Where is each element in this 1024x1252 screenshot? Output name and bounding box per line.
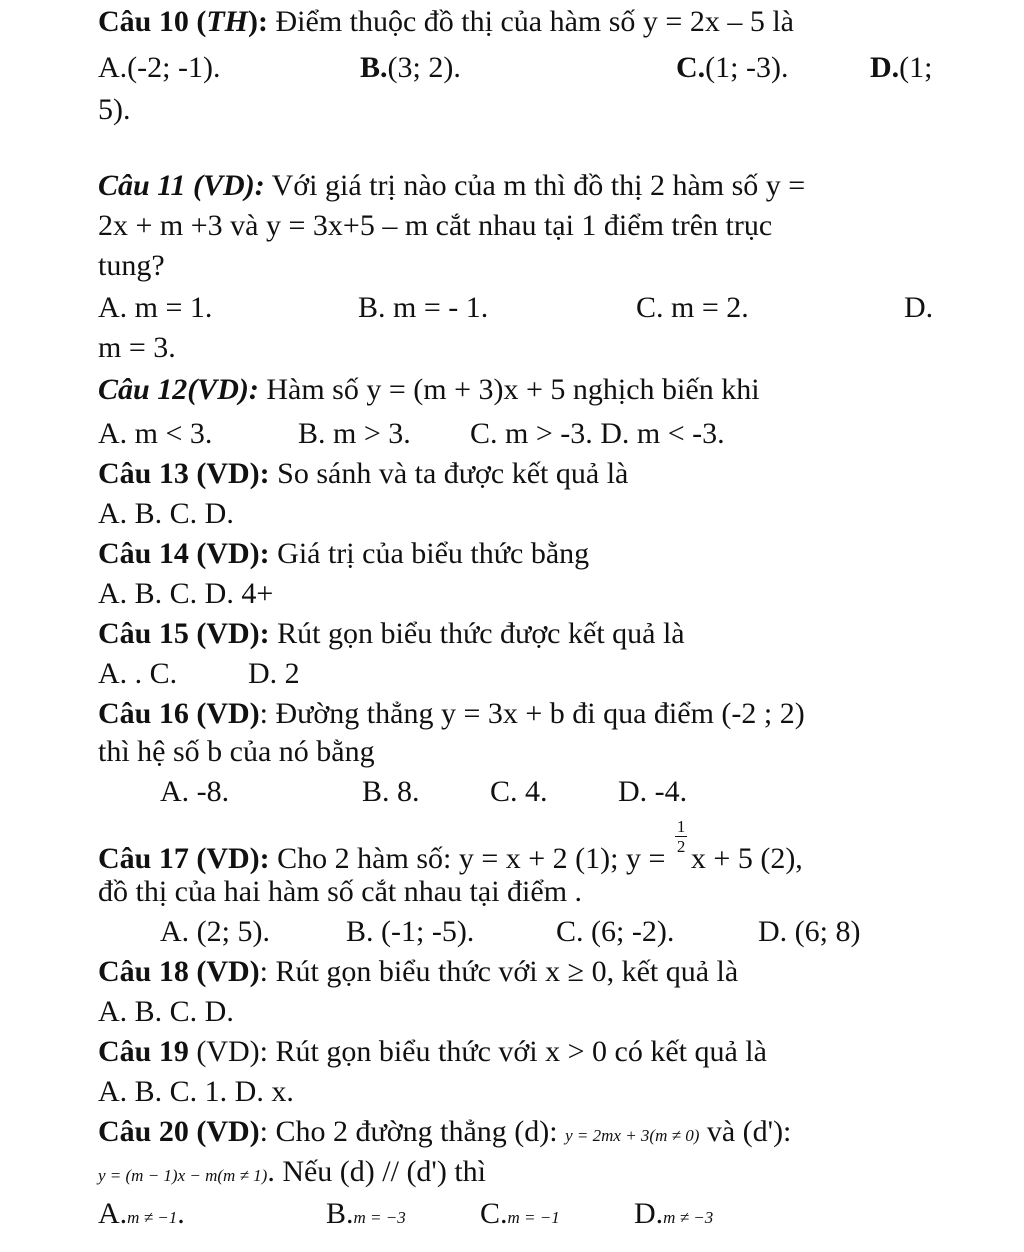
q17-label: Câu 17 (VD): <box>98 842 270 875</box>
q16-stem-line2: thì hệ số b của nó bằng <box>98 735 375 768</box>
q10-label-tail: ): <box>248 5 268 38</box>
q17-text-post: x + 5 (2), <box>690 842 803 875</box>
q10-c-key: C. <box>676 51 706 84</box>
q15-stem <box>98 616 685 652</box>
q17-frac-den: 2 <box>676 837 686 856</box>
q20-option-d <box>634 1196 713 1236</box>
q20-option-a <box>98 1196 185 1236</box>
q14-label: Câu 14 (VD): <box>98 537 270 570</box>
q20-option-c <box>480 1196 560 1236</box>
q10-tag: TH <box>206 5 249 38</box>
q16-option-d: D. -4. <box>618 775 688 808</box>
q20-text1: : Cho 2 đường thẳng (d): <box>259 1115 566 1148</box>
q12-option-b: B. m > 3. <box>298 417 411 450</box>
q17-option-a: A. (2; 5). <box>160 915 270 948</box>
q20-eq1: y = 2mx + 3(m ≠ 0) <box>565 1126 700 1145</box>
q11-label: Câu 11 (VD): <box>98 169 265 202</box>
q20-c-key: C. <box>480 1197 508 1230</box>
q16-option-b: B. 8. <box>362 775 420 808</box>
q20-b-val: m = −3 <box>353 1208 406 1227</box>
q13-text: So sánh và ta được kết quả là <box>269 457 629 490</box>
q10-a-val: (-2; -1). <box>127 51 221 84</box>
q10-option-d <box>870 50 933 86</box>
q16-label: Câu 16 (VD) <box>98 697 260 730</box>
q10-option-c <box>676 50 788 86</box>
q11-option-d: D. <box>904 291 934 324</box>
q16-option-a: A. -8. <box>160 775 230 808</box>
q10-text: Điểm thuộc đồ thị của hàm số y = 2x – 5 là <box>268 5 794 38</box>
q11-text1: Với giá trị nào của m thì đồ thị 2 hàm số y = <box>264 169 806 202</box>
q18-label: Câu 18 (VD) <box>98 955 260 988</box>
q15-option-d: D. 2 <box>248 657 300 690</box>
q10-option-b <box>360 50 461 86</box>
q18-text: : Rút gọn biểu thức với x ≥ 0, kết quả là <box>259 955 739 988</box>
q20-c-val: m = −1 <box>507 1208 560 1227</box>
q10-stem <box>98 4 794 40</box>
q13-stem <box>98 456 628 492</box>
q20-text1b: và (d'): <box>699 1115 792 1148</box>
q17-text-pre: Cho 2 hàm số: y = x + 2 (1); y = <box>269 842 666 875</box>
q13-options: A. B. C. D. <box>98 497 234 530</box>
q11-stem-line3: tung? <box>98 249 165 282</box>
q14-text: Giá trị của biểu thức bằng <box>269 537 590 570</box>
q19-options: A. B. C. 1. D. x. <box>98 1075 294 1108</box>
q10-option-d-cont: 5). <box>98 93 131 126</box>
q17-stem-line2: đồ thị của hai hàm số cắt nhau tại điểm . <box>98 875 583 908</box>
q16-option-c: C. 4. <box>490 775 548 808</box>
q10-option-a <box>98 50 220 86</box>
q20-a-val: m ≠ −1 <box>127 1208 178 1227</box>
q20-label: Câu 20 (VD) <box>98 1115 260 1148</box>
q19-stem <box>98 1034 767 1070</box>
q12-text: Hàm số y = (m + 3)x + 5 nghịch biến khi <box>258 373 760 406</box>
q14-options: A. B. C. D. 4+ <box>98 577 274 610</box>
q17-option-c: C. (6; -2). <box>556 915 675 948</box>
q18-options: A. B. C. D. <box>98 995 234 1028</box>
q16-text1: : Đường thẳng y = 3x + b đi qua điểm (-2 ; 2) <box>259 697 805 730</box>
q10-label: Câu 10 ( <box>98 5 207 38</box>
q12-label: Câu 12(VD): <box>98 373 259 406</box>
q20-eq2: y = (m − 1)x − m(m ≠ 1) <box>98 1166 268 1185</box>
q12-stem <box>98 372 760 408</box>
q10-a-key: A. <box>98 51 128 84</box>
q10-b-key: B. <box>360 51 388 84</box>
q20-d-key: D. <box>634 1197 664 1230</box>
q10-c-val: (1; -3). <box>705 51 789 84</box>
q20-option-b <box>326 1196 406 1236</box>
q19-label: Câu 19 <box>98 1035 189 1068</box>
q11-option-d-cont: m = 3. <box>98 331 176 364</box>
q20-d-val: m ≠ −3 <box>663 1208 714 1227</box>
q13-label: Câu 13 (VD): <box>98 457 270 490</box>
q19-text: (VD): Rút gọn biểu thức với x > 0 có kết quả là <box>188 1035 767 1068</box>
q10-d-val: (1; <box>899 51 933 84</box>
q12-option-cd: C. m > -3. D. m < -3. <box>470 417 725 450</box>
q17-option-b: B. (-1; -5). <box>346 915 475 948</box>
q11-option-c: C. m = 2. <box>636 291 749 324</box>
q10-d-key: D. <box>870 51 900 84</box>
q11-stem-line2: 2x + m +3 và y = 3x+5 – m cắt nhau tại 1 điểm trên trục <box>98 209 773 242</box>
q15-text: Rút gọn biểu thức được kết quả là <box>269 617 685 650</box>
q14-stem <box>98 536 589 572</box>
q11-stem-line1 <box>98 168 805 204</box>
q20-text2: . Nếu (d) // (d') thì <box>267 1155 486 1188</box>
q18-stem <box>98 954 738 990</box>
q10-b-val: (3; 2). <box>387 51 461 84</box>
q15-label: Câu 15 (VD): <box>98 617 270 650</box>
q16-stem-line1 <box>98 696 805 732</box>
q17-stem-line1 <box>98 817 803 877</box>
q11-option-b: B. m = - 1. <box>358 291 489 324</box>
q20-stem-line2 <box>98 1154 486 1194</box>
q20-stem-line1 <box>98 1114 791 1154</box>
q20-b-key: B. <box>326 1197 354 1230</box>
q11-option-a: A. m = 1. <box>98 291 213 324</box>
q12-option-a: A. m < 3. <box>98 417 213 450</box>
q17-frac-num: 1 <box>676 817 686 836</box>
q20-a-dot: . <box>177 1197 185 1230</box>
q17-fraction <box>673 817 691 868</box>
q20-a-key: A. <box>98 1197 128 1230</box>
q17-option-d: D. (6; 8) <box>758 915 861 948</box>
q15-option-ac: A. . C. <box>98 657 178 690</box>
